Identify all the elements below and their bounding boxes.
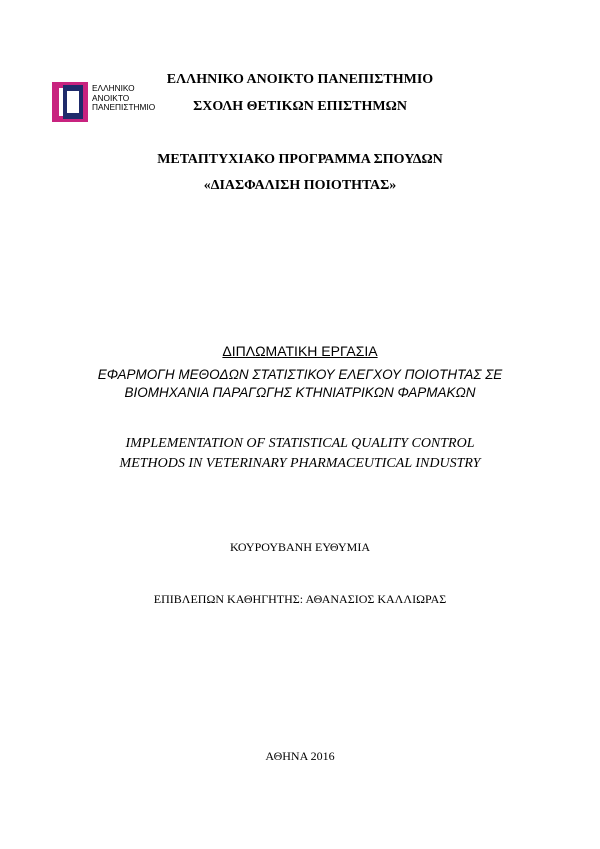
university-name: ΕΛΛΗΝΙΚΟ ΑΝΟΙΚΤΟ ΠΑΝΕΠΙΣΤΗΜΙΟ bbox=[166, 72, 434, 87]
program-specialization: «ΔΙΑΣΦΑΛΙΣΗ ΠΟΙΟΤΗΤΑΣ» bbox=[203, 178, 397, 193]
thesis-title-english-line-2: METHODS IN VETERINARY PHARMACEUTICAL INDUSTRY bbox=[119, 456, 481, 471]
author-name: ΚΟΥΡΟΥΒΑΝΗ ΕΥΘΥΜΙΑ bbox=[230, 540, 370, 554]
thesis-label: ΔΙΠΛΩΜΑΤΙΚΗ ΕΡΓΑΣΙΑ bbox=[222, 343, 378, 359]
supervisor: ΕΠΙΒΛΕΠΩΝ ΚΑΘΗΓΗΤΗΣ: ΑΘΑΝΑΣΙΟΣ ΚΑΛΛΙΩΡΑΣ bbox=[153, 592, 447, 606]
logo-line: ΠΑΝΕΠΙΣΤΗΜΙΟ bbox=[92, 102, 156, 113]
program-name: ΜΕΤΑΠΤΥΧΙΑΚΟ ΠΡΟΓΡΑΜΜΑ ΣΠΟΥΔΩΝ bbox=[157, 152, 443, 167]
logo-line: ΕΛΛΗΝΙΚΟ bbox=[92, 83, 135, 93]
thesis-title-english-line-1: IMPLEMENTATION OF STATISTICAL QUALITY CONTROL bbox=[125, 436, 475, 451]
place-and-date: ΑΘΗΝΑ 2016 bbox=[265, 749, 335, 763]
thesis-title-greek-line-2: ΒΙΟΜΗΧΑΝΙΑ ΠΑΡΑΓΩΓΗΣ ΚΤΗΝΙΑΤΡΙΚΩΝ ΦΑΡΜΑΚΩΝ bbox=[124, 385, 476, 400]
logo-line: ΑΝΟΙΚΤΟ bbox=[92, 92, 130, 103]
school-name: ΣΧΟΛΗ ΘΕΤΙΚΩΝ ΕΠΙΣΤΗΜΩΝ bbox=[193, 99, 407, 114]
thesis-title-greek-line-1: ΕΦΑΡΜΟΓΗ ΜΕΘΟΔΩΝ ΣΤΑΤΙΣΤΙΚΟΥ ΕΛΕΓΧΟΥ ΠΟΙΟΤΗΤΑΣ ΣΕ bbox=[97, 367, 503, 382]
